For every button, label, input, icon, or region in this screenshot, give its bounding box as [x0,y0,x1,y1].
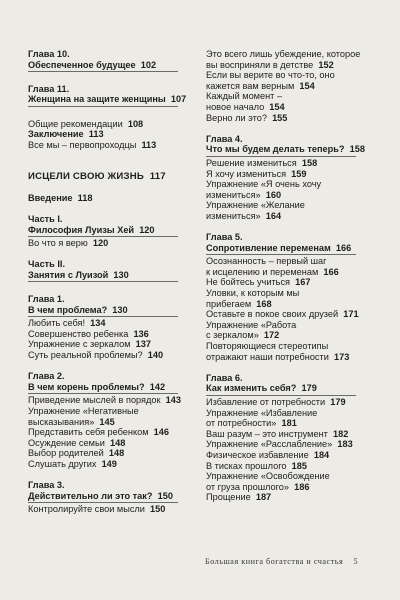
toc-chapter-label [28,480,196,491]
toc-entry-title: высказывания» [28,416,95,427]
toc-entry-title: Оставьте в покое своих друзей [206,309,339,320]
toc-entry-title: Как изменить себя? [206,383,297,394]
toc-entry [206,341,376,352]
toc-entry-title: Занятия с Луизой [28,269,109,280]
toc-page-number: 148 [108,448,125,459]
toc-page-number: 154 [269,101,285,112]
toc-page-number: 137 [135,339,151,350]
toc-entry [206,330,376,341]
toc-entry [28,225,196,236]
toc-entry [206,190,376,201]
toc-entry-title: Глава 11. [28,83,70,94]
toc-page-number: 152 [318,59,334,70]
toc-entry [28,140,196,151]
toc-entry [206,418,376,429]
divider [28,393,178,394]
toc-entry-title: Глава 5. [206,232,243,243]
toc-entry [206,256,376,267]
toc-entry [206,482,376,493]
toc-entry [28,491,196,502]
toc-page-number: 182 [332,428,349,439]
toc-page-number: 150 [150,504,166,515]
toc-entry [28,305,196,316]
toc-entry-title: Физическое избавление [206,449,309,460]
toc-entry-title: В чем корень проблемы? [28,381,145,392]
toc-entry-title: Каждый момент – [206,91,283,102]
toc-entry-title: Упражнение «Избавление [206,407,318,418]
divider [28,281,178,282]
toc-page-number: 120 [139,224,155,235]
toc-page-number: 146 [153,427,169,438]
divider [28,71,178,72]
toc-entry-title: Глава 4. [206,133,243,144]
toc-entry [206,288,376,299]
divider [28,502,178,503]
toc-entry-title: измениться» [206,210,261,221]
toc-entry-title: ИСЦЕЛИ СВОЮ ЖИЗНЬ [28,170,144,182]
toc-left-column [28,49,196,515]
spacer [28,283,196,294]
toc-entry [28,60,196,71]
toc-page-number: 179 [330,397,346,407]
toc-entry [206,461,376,472]
toc-page-number: 113 [88,129,104,140]
toc-entry-title: Верно ли это? [206,112,267,123]
divider [28,316,178,317]
toc-entry [206,243,376,254]
toc-page-number: 102 [140,59,157,70]
toc-entry [206,471,376,482]
toc-entry [28,94,196,105]
toc-entry [28,504,196,515]
toc-entry-title: кажется вам верным [206,80,295,91]
toc-page-number: 108 [127,118,144,129]
toc-entry-title: вы восприняли в детстве [206,59,314,70]
toc-chapter-label [28,259,196,270]
toc-entry [206,267,376,278]
toc-entry-title: от груза прошлого» [206,481,290,492]
toc-chapter-label [28,294,196,305]
toc-page-number: 166 [335,242,352,253]
toc-chapter-label [28,214,196,225]
spacer [206,222,376,233]
toc-page-number: 150 [157,490,173,501]
toc-entry-title: Часть II. [28,259,66,270]
toc-entry-title: новое начало [206,101,265,112]
toc-entry-title: Упражнение «Расслабление» [206,439,333,450]
spacer [28,361,196,372]
toc-entry [206,70,376,81]
toc-entry [206,200,376,211]
toc-page-number: 113 [141,139,157,150]
toc-entry-title: Действительно ли это так? [28,490,153,501]
divider [206,395,356,396]
toc-entry-title: В тисках прошлого [206,460,287,471]
toc-chapter-label [206,373,376,384]
toc-entry-title: Глава 2. [28,371,65,382]
toc-entry-title: Глава 6. [206,372,243,383]
toc-entry-title: Сопротивление переменам [206,242,331,253]
spacer [28,470,196,481]
running-footer [205,557,385,566]
toc-entry [28,448,196,459]
toc-entry [28,238,196,249]
divider [28,236,178,237]
toc-entry-title: Упражнение «Желание [206,200,305,211]
toc-entry-title: Решение измениться [206,157,297,168]
toc-page-number: 187 [255,492,272,503]
spacer [206,123,376,134]
toc-page-number: 130 [112,304,128,315]
spacer [28,73,196,84]
toc-page-number: 158 [349,144,365,155]
toc-entry [28,193,196,204]
toc-page-number: 164 [265,210,282,221]
toc-entry-title: Я хочу измениться [206,168,287,179]
toc-entry [28,318,196,329]
toc-page-number: 184 [313,449,330,460]
toc-page-number: 183 [337,439,353,450]
toc-entry [206,408,376,419]
toc-entry [206,91,376,102]
toc-page-number: 134 [90,318,106,329]
toc-entry [206,397,376,408]
toc-page-number: 107 [170,94,187,105]
toc-chapter-label [28,84,196,95]
toc-entry-title: отражают наши потребности [206,351,329,362]
toc-entry-title: прибегаем [206,298,252,309]
toc-page-number: 145 [99,416,115,427]
toc-entry [206,320,376,331]
toc-entry [28,427,196,438]
toc-entry [28,339,196,350]
toc-entry-title: Это всего лишь убеждение, которое [206,49,361,59]
toc-page-number: 117 [149,170,166,182]
toc-page-number: 173 [333,351,350,362]
toc-entry [28,329,196,340]
toc-entry-title: Глава 3. [28,480,65,491]
toc-entry-title: Философия Луизы Хей [28,224,135,235]
toc-entry-title: Суть реальной проблемы? [28,350,143,361]
toc-entry [206,211,376,222]
toc-entry-title: Упражнение «Я очень хочу [206,179,322,190]
toc-entry [28,270,196,281]
toc-entry-title: к исцелению и переменам [206,266,319,277]
toc-entry [206,81,376,92]
toc-entry-title: Выбор родителей [28,448,104,459]
toc-entry-title: Совершенство ребенка [28,328,129,339]
divider [206,254,356,255]
toc-entry [206,60,376,71]
toc-entry-title: Слушать других [28,458,97,469]
toc-entry [206,309,376,320]
toc-page-number: 143 [165,395,181,406]
toc-entry-title: Контролируйте свои мысли [28,504,145,515]
toc-page-number: 167 [295,277,311,288]
toc-page-number: 130 [113,269,129,280]
toc-page-number: 142 [149,381,166,392]
toc-entry-title: Ваш разум – это инструмент [206,428,328,439]
toc-entry-title: Уловки, к которым мы [206,288,300,299]
spacer [28,249,196,260]
toc-entry [28,417,196,428]
toc-entry-title: В чем проблема? [28,304,108,315]
toc-entry [206,439,376,450]
toc-entry-title: Заключение [28,129,84,140]
toc-page-number: 160 [265,189,282,200]
toc-right-column [206,49,376,503]
toc-page-number: 149 [101,458,117,469]
spacer [206,362,376,373]
toc-entry-title: Женщина на защите женщины [28,94,166,105]
toc-chapter-label [206,232,376,243]
toc-entry-title: Если вы верите во что-то, оно [206,70,335,81]
toc-page-number: 185 [291,460,307,471]
toc-entry [206,352,376,363]
toc-chapter-label [28,371,196,382]
toc-page-number: 136 [133,328,149,339]
toc-entry-title: Повторяющиеся стереотипы [206,341,329,352]
toc-page-number: 158 [301,157,318,168]
toc-page-number: 172 [263,330,280,341]
toc-page-number: 181 [281,418,297,429]
toc-page-number: 179 [301,383,317,394]
divider [206,156,356,157]
toc-entry [28,382,196,393]
toc-entry [206,113,376,124]
toc-entry-title: Упражнение «Освобождение [206,471,330,482]
toc-page-number: 118 [77,192,93,203]
divider [28,106,178,107]
spacer [28,203,196,214]
toc-entry-title: Не бойтесь учиться [206,277,291,288]
toc-entry-title: Упражнение «Негативные [28,406,139,416]
toc-entry [28,129,196,140]
toc-entry [206,383,376,394]
toc-entry-title: Любить себя! [28,318,86,329]
toc-entry-title: Избавление от потребности [206,397,326,407]
toc-entry-title: Глава 10. [28,49,70,59]
toc-entry [28,395,196,406]
toc-entry [206,102,376,113]
toc-page-number: 120 [92,238,109,249]
toc-entry [28,459,196,470]
toc-entry-title: Приведение мыслей в порядок [28,395,161,406]
toc-entry-title: Что мы будем делать теперь? [206,144,345,155]
toc-entry [206,450,376,461]
toc-entry [28,438,196,449]
toc-page-number: 159 [291,168,307,179]
toc-entry [206,179,376,190]
toc-entry-title: измениться» [206,189,261,200]
toc-page-number: 168 [256,298,272,309]
toc-page-number: 148 [109,437,126,448]
toc-entry-title: Введение [28,192,73,203]
toc-entry-title: Прощение [206,492,251,503]
toc-entry-title: Осуждение семьи [28,437,105,448]
toc-page-number: 171 [343,309,359,320]
toc-entry-title: с зеркалом» [206,330,259,341]
toc-entry [28,172,196,183]
toc-entry [28,119,196,130]
spacer [28,108,196,119]
toc-entry-title: Глава 1. [28,294,65,305]
toc-entry-title: Упражнение с зеркалом [28,339,131,350]
toc-entry-title: Осознанность – первый шаг [206,256,327,267]
toc-chapter-label [28,49,196,60]
toc-entry [206,429,376,440]
toc-page-number: 154 [299,80,315,91]
toc-chapter-label [206,134,376,145]
toc-entry [206,158,376,169]
spacer [28,182,196,193]
toc-entry [206,299,376,310]
toc-entry [28,350,196,361]
toc-entry [206,492,376,503]
toc-entry [206,277,376,288]
toc-page-number: 186 [294,481,310,492]
toc-entry-title: Упражнение «Работа [206,319,297,330]
toc-entry [28,406,196,417]
spacer [28,150,196,161]
toc-entry-title: Общие рекомендации [28,118,123,129]
toc-entry-title: Представить себя ребенком [28,427,149,438]
footer-book-title: Большая книга богатства и счастья [205,557,344,566]
toc-entry [206,144,376,155]
toc-entry-title: от потребности» [206,418,277,429]
toc-page-number: 166 [323,266,339,277]
toc-entry-title: Все мы – первопроходцы [28,139,137,150]
toc-entry-title: Обеспеченное будущее [28,59,136,70]
toc-page-number: 155 [272,112,288,123]
footer-page-number: 5 [353,557,359,566]
toc-entry-title: Часть I. [28,213,63,224]
toc-page-number: 140 [147,350,164,361]
toc-entry [206,169,376,180]
toc-entry [206,49,376,60]
toc-entry-title: Во что я верю [28,238,88,249]
